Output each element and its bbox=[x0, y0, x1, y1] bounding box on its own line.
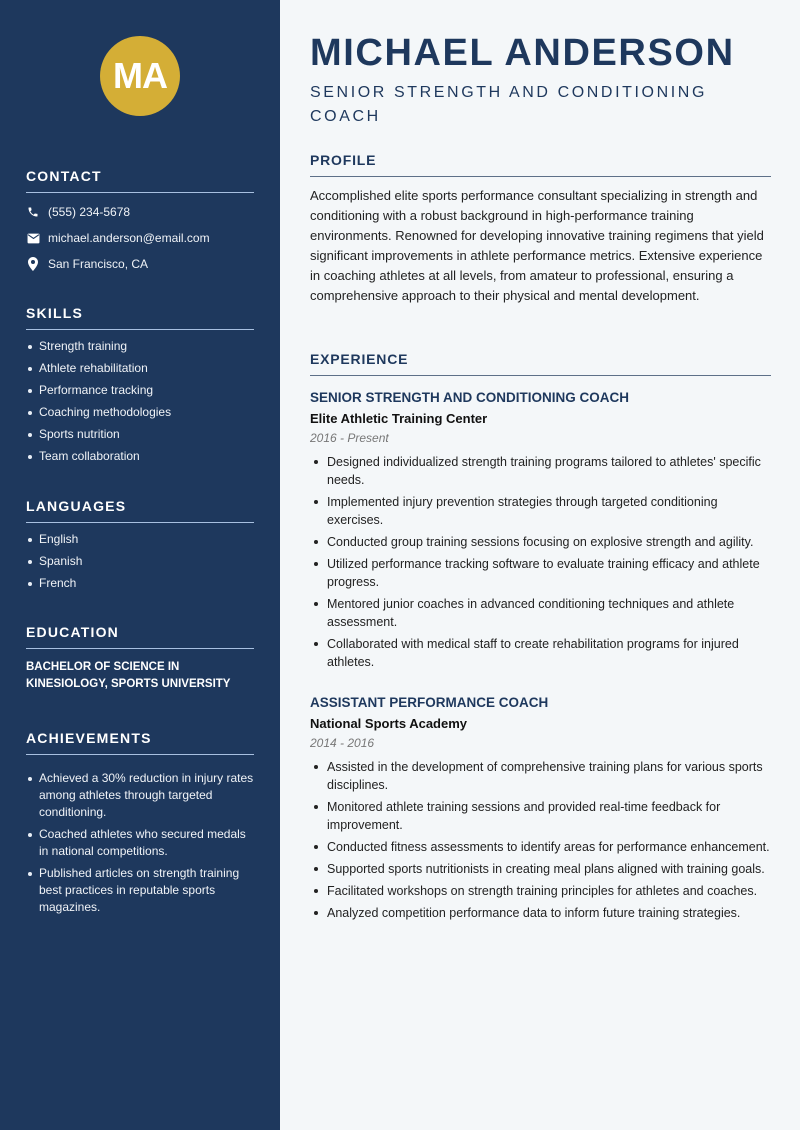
skill-item: Athlete rehabilitation bbox=[26, 360, 254, 377]
skill-item: Team collaboration bbox=[26, 448, 254, 465]
skills-list bbox=[26, 338, 254, 465]
achievements-list bbox=[26, 770, 254, 916]
job-bullet: Conducted group training sessions focusing on explosive strength and agility. bbox=[310, 533, 771, 551]
job-bullet: Conducted fitness assessments to identify areas for performance enhancement. bbox=[310, 838, 771, 856]
education-heading: EDUCATION bbox=[26, 624, 254, 649]
achievement-item: Published articles on strength training best practices in reputable sports magazines. bbox=[26, 865, 254, 916]
contact-location bbox=[26, 251, 254, 277]
job-bullet: Monitored athlete training sessions and provided real-time feedback for improvement. bbox=[310, 798, 771, 834]
achievements-section bbox=[26, 730, 254, 921]
email-icon bbox=[26, 231, 40, 245]
contact-heading: CONTACT bbox=[26, 168, 254, 193]
job-company: Elite Athletic Training Center bbox=[310, 411, 488, 426]
skill-item: Sports nutrition bbox=[26, 426, 254, 443]
location-text: San Francisco, CA bbox=[48, 257, 149, 271]
job-bullet: Designed individualized strength training programs tailored to athletes' specific needs. bbox=[310, 453, 771, 489]
languages-heading: LANGUAGES bbox=[26, 498, 254, 523]
job-role: ASSISTANT PERFORMANCE COACH bbox=[310, 695, 549, 710]
contact-phone[interactable] bbox=[26, 199, 254, 225]
location-icon bbox=[26, 257, 40, 271]
skills-section bbox=[26, 305, 254, 470]
language-item: Spanish bbox=[26, 553, 254, 570]
profile-section bbox=[310, 152, 771, 306]
contact-section bbox=[26, 168, 254, 277]
contact-email[interactable] bbox=[26, 225, 254, 251]
education-section bbox=[26, 624, 254, 693]
job-bullet: Analyzed competition performance data to inform future training strategies. bbox=[310, 904, 771, 922]
job-role: SENIOR STRENGTH AND CONDITIONING COACH bbox=[310, 390, 630, 405]
language-item: French bbox=[26, 575, 254, 592]
candidate-name: MICHAEL ANDERSON bbox=[310, 32, 735, 74]
job-bullet: Implemented injury prevention strategies through targeted conditioning exercises. bbox=[310, 493, 771, 529]
phone-icon bbox=[26, 205, 40, 219]
experience-heading: EXPERIENCE bbox=[310, 351, 771, 376]
job-dates: 2016 - Present bbox=[310, 431, 389, 445]
achievement-item: Achieved a 30% reduction in injury rates among athletes through targeted conditioning. bbox=[26, 770, 254, 821]
sidebar bbox=[0, 0, 280, 1130]
job-bullet: Supported sports nutritionists in creating meal plans aligned with training goals. bbox=[310, 860, 771, 878]
job-bullet: Facilitated workshops on strength training principles for athletes and coaches. bbox=[310, 882, 771, 900]
job-entry bbox=[310, 695, 771, 926]
job-bullet: Mentored junior coaches in advanced conditioning techniques and athlete assessment. bbox=[310, 595, 771, 631]
skill-item: Coaching methodologies bbox=[26, 404, 254, 421]
job-bullet: Assisted in the development of comprehensive training plans for various sports disciplines. bbox=[310, 758, 771, 794]
phone-text: (555) 234-5678 bbox=[48, 205, 131, 219]
job-entry bbox=[310, 390, 771, 675]
email-text: michael.anderson@email.com bbox=[48, 231, 210, 245]
languages-list bbox=[26, 531, 254, 592]
job-bullets bbox=[310, 758, 771, 922]
language-item: English bbox=[26, 531, 254, 548]
skill-item: Performance tracking bbox=[26, 382, 254, 399]
achievements-heading: ACHIEVEMENTS bbox=[26, 730, 254, 755]
languages-section bbox=[26, 498, 254, 597]
job-dates: 2014 - 2016 bbox=[310, 736, 375, 750]
profile-summary: Accomplished elite sports performance consultant specializing in strength and conditioning with a robust background in high-performance training environments. Renowned for developing innovative training regimens that yield significant improvements in athlete performance metrics. Extensive experience in coaching athletes at all levels, from amateur to professional, ensuring a comprehensive approach to their physical and mental development. bbox=[310, 188, 764, 303]
job-company: National Sports Academy bbox=[310, 716, 468, 731]
job-bullet: Utilized performance tracking software to evaluate training efficacy and athlete progress. bbox=[310, 555, 771, 591]
candidate-title: SENIOR STRENGTH AND CONDITIONING COACH bbox=[310, 84, 707, 125]
job-bullets bbox=[310, 453, 771, 671]
skill-item: Strength training bbox=[26, 338, 254, 355]
achievement-item: Coached athletes who secured medals in national competitions. bbox=[26, 826, 254, 860]
job-bullet: Collaborated with medical staff to create rehabilitation programs for injured athletes. bbox=[310, 635, 771, 671]
education-degree: BACHELOR OF SCIENCE IN KINESIOLOGY, SPORTS UNIVERSITY bbox=[26, 661, 231, 690]
skills-heading: SKILLS bbox=[26, 305, 254, 330]
profile-heading: PROFILE bbox=[310, 152, 771, 177]
experience-section bbox=[310, 351, 771, 376]
avatar: MA bbox=[100, 36, 180, 116]
